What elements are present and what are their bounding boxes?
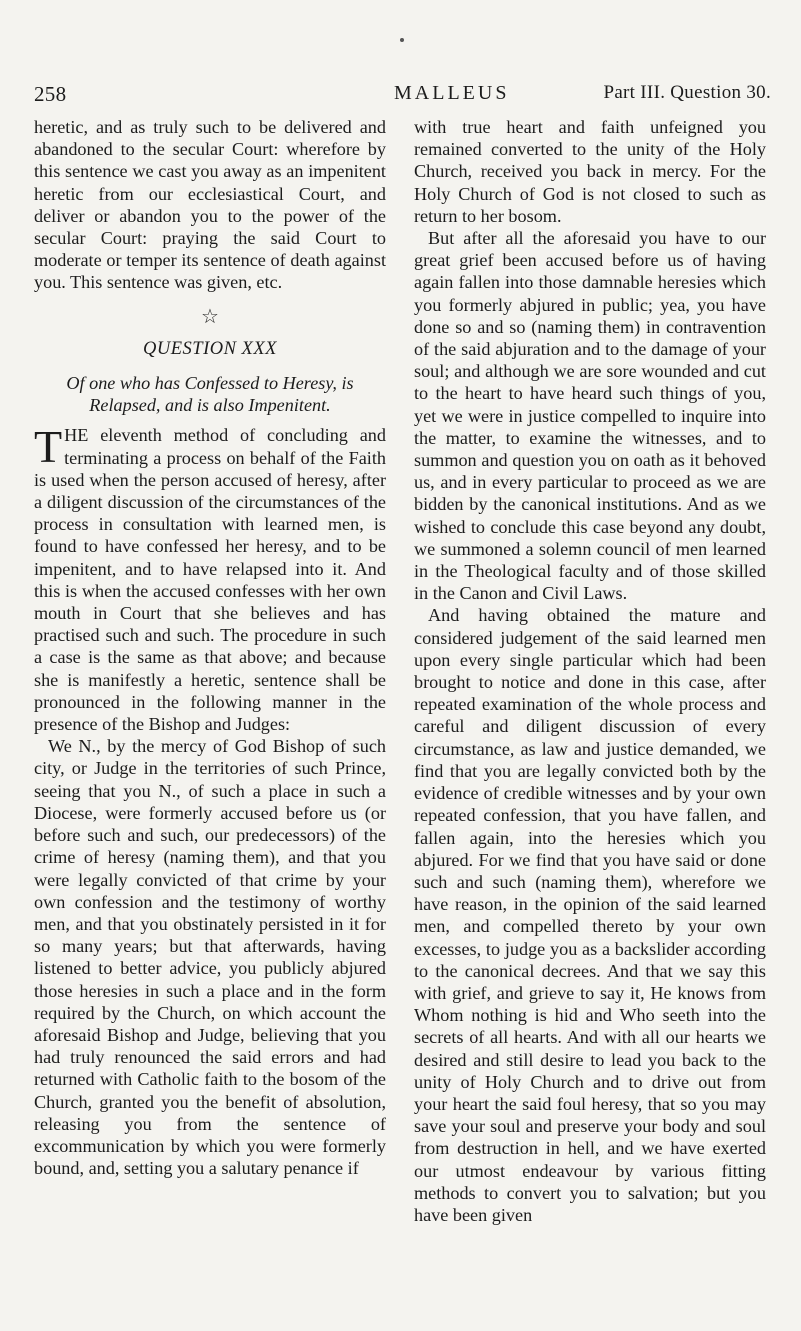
paragraph: And having obtained the mature and considered judgement of the said learned men upon every single particular which had been brought to notice and done in this case, after repeated examination of the whole process and careful and diligent discussion of every circumstance, as law and justice demanded, we find that you are legally convicted both by the evidence of credible witnesses and by your own repeated confession, that you have fallen, and fallen again, into the heresies which you abjured. For we find that you have said or done such and such (naming them), wherefore we have reason, in the opinion of the said learned men, and compelled thereto by your own excesses, to judge you as a backslider according to the canonical decrees. And that we say this with grief, and grieve to say it, He knows from Whom nothing is hid and Who seeth into the secrets of all hearts. And with all our hearts we desired and still desire to lead you back to the unity of Holy Church and to drive out from your heart the said foul heresy, that so you may save your soul and preserve your body and soul from destruction in hell, and we have exerted our utmost endeavour by various fitting methods to convert you to salvation; but you have been given (414, 605, 766, 1225)
running-title: MALLEUS (394, 82, 510, 104)
running-header (34, 76, 771, 112)
section-reference: Part III. Question 30. (603, 82, 771, 103)
star-ornament-icon: ☆ (201, 305, 219, 328)
right-column (414, 116, 766, 1226)
paragraph-opening (34, 421, 386, 735)
drop-cap: T (34, 421, 63, 473)
paragraph-text: HE eleventh method of concluding and terminating a process on behalf of the Faith is used when the person accused of heresy, after a diligent discussion of the circumstances of the process in consultation with learned men, is found to have confessed her heresy, and to be impenitent, and to have relapsed into it. And this is when the accused confesses with her own mouth in Court that she believes and has practised such and such. The procedure in such a case is the same as that above; and because she is manifestly a heretic, sentence shall be pronounced in the following manner in the presence of the Bishop and Judges: (34, 425, 386, 735)
page-number: 258 (34, 82, 67, 106)
paragraph: heretic, and as truly such to be delivered and abandoned to the secular Court: wherefore by this sentence we cast you away as an impenitent heretic from our ecclesiastical Court, and deliver or abandon you to the power of the secular Court: praying the said Court to moderate or temper its sentence of death against you. This sentence was given, etc. (34, 117, 386, 293)
paragraph: with true heart and faith unfeigned you remained converted to the unity of the Holy Church, received you back in mercy. For the Holy Church of God is not closed to such as return to her bosom. (414, 117, 766, 226)
question-subtitle: Of one who has Confessed to Heresy, is Relapsed, and is also Impenitent. (66, 373, 354, 416)
left-column (34, 116, 386, 1179)
question-title: QUESTION XXX (143, 338, 277, 359)
paragraph: We N., by the mercy of God Bishop of such city, or Judge in the territories of such Prince, seeing that you N., of such a place in such a Diocese, were formerly accused before us (or before such and such, our predecessors) of the crime of heresy (naming them), and that you were legally convicted of that crime by your own confession and the testimony of worthy men, and that you obstinately persisted in it for so many years; but that afterwards, having listened to better advice, you publicly abjured those heresies in such a place and in the form required by the Church, on which account the aforesaid Bishop and Judge, believing that you had truly renounced the said errors and had returned with Catholic faith to the bosom of the Church, granted you the benefit of absolution, releasing you from the sentence of excommunication by which you were formerly bound, and, setting you a salutary penance if (34, 736, 386, 1179)
page-speck (400, 38, 404, 42)
paragraph: But after all the aforesaid you have to our great grief been accused before us of having again fallen into those damnable heresies which you formerly abjured in public; yea, you have done so and so (naming them) in contravention of the said abjuration and to the damage of your soul; and although we are sore wounded and cut to the heart to have heard such things of you, yet we were in justice compelled to inquire into the matter, to examine the witnesses, and to summon and question you on oath as it behoved us, and in every particular to proceed as we are bidden by the canonical institutions. And as we wished to conclude this case beyond any doubt, we summoned a solemn council of men learned in the Theological faculty and of those skilled in the Canon and Civil Laws. (414, 228, 766, 604)
